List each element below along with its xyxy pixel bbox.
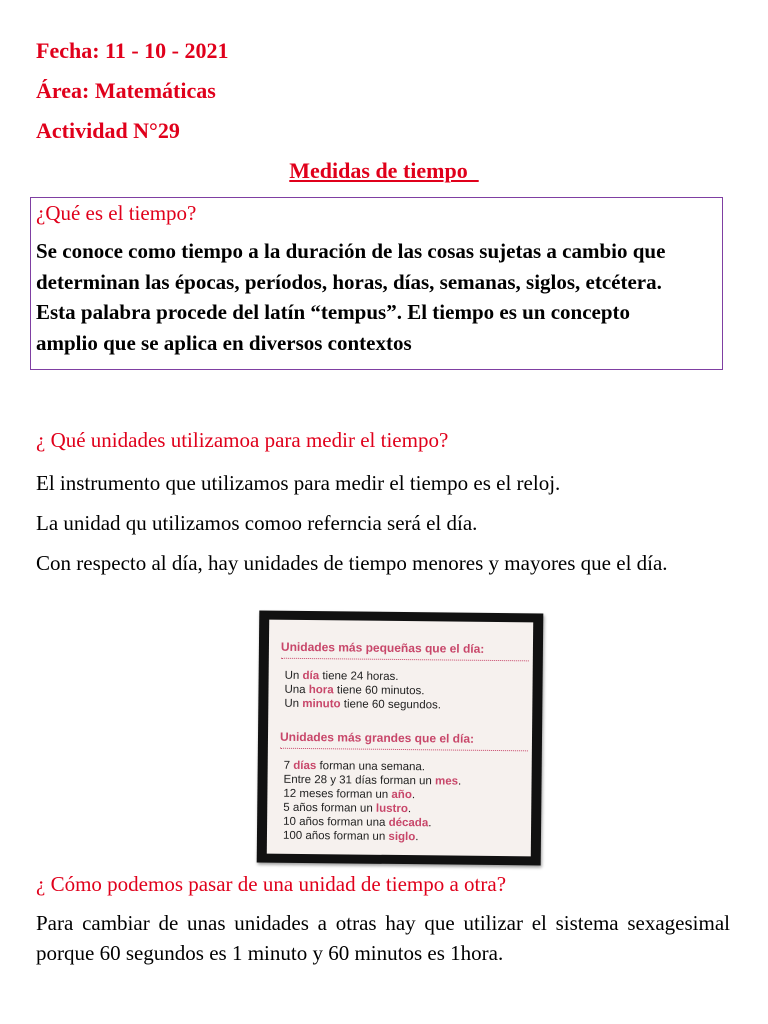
card-text: 5 años forman un [283,801,377,815]
page-title [0,158,768,184]
card-text: . [458,775,462,788]
card-text: Un [284,697,303,710]
units-paragraph-1: El instrumento que utilizamos para medir el tiempo es el reloj. [36,471,561,495]
units-question: ¿ Qué unidades utilizamoa para medir el tiempo? [36,428,449,452]
units-paragraph-3: Con respecto al día, hay unidades de tiempo menores y mayores que el día. [36,551,668,575]
activity-heading: Actividad N°29 [36,118,180,143]
card-text: tiene 60 segundos. [340,698,442,712]
card-text: . [411,789,416,802]
card-unit-keyword: hora [308,684,334,697]
card-list-item [284,760,425,773]
card-text: 100 años forman un [282,829,389,843]
card-unit-keyword: día [302,669,320,683]
date-heading: Fecha: 11 - 10 - 2021 [36,38,229,63]
card-text: Un [284,669,303,682]
card-unit-keyword: lustro [375,802,408,816]
card-text: Entre 28 y 31 días forman un [283,773,436,788]
conversion-question: ¿ Cómo podemos pasar de una unidad de tiempo a otra? [36,872,507,896]
card-smaller-title: Unidades más pequeñas que el día: [280,639,485,656]
card-unit-keyword: minuto [302,697,341,711]
definition-question: ¿Qué es el tiempo? [36,201,197,225]
card-text: 12 meses forman un [283,787,392,801]
card-list-item [283,802,411,815]
conversion-paragraph: Para cambiar de unas unidades a otras hay que utilizar el sistema sexagesimal porque 60 segundos es 1 minuto y 60 minutos es 1hora. [36,911,730,965]
card-text: . [415,831,419,844]
card-text: . [407,803,412,816]
card-text: . [428,817,432,830]
card-text: 7 [283,759,294,772]
page-title-text: Medidas de tiempo [289,158,479,183]
card-list-item [283,788,415,801]
definition-text: Se conoce como tiempo a la duración de las cosas sujetas a cambio que determinan las épocas, períodos, horas, días, semanas, siglos, etcétera. Esta palabra procede del latín “tempus”. El tiempo es un concepto amplio que se aplica en diversos contextos [36,239,666,355]
card-list-item [284,698,441,712]
card-unit-keyword: mes [435,775,459,788]
card-list-item [285,670,399,683]
card-text: 10 años forman una [283,815,389,829]
card-list-item [283,774,461,788]
card-unit-keyword: década [388,816,429,830]
card-text: tiene 60 minutos. [333,684,425,698]
card-list-item [283,816,431,830]
card-unit-keyword: año [391,788,412,802]
units-card [267,620,533,857]
card-unit-keyword: días [293,759,317,773]
card-text: forman una semana. [316,760,426,774]
card-larger-title: Unidades más grandes que el día: [279,729,475,746]
area-heading: Área: Matemáticas [36,78,216,103]
card-divider [280,748,528,752]
card-text: tiene 24 horas. [319,670,399,683]
card-list-item [283,830,419,843]
units-paragraph-2: La unidad qu utilizamos comoo referncia será el día. [36,511,478,535]
card-list-item [284,684,424,697]
card-divider [281,658,529,662]
card-text: Una [284,683,309,697]
card-unit-keyword: siglo [388,830,416,844]
